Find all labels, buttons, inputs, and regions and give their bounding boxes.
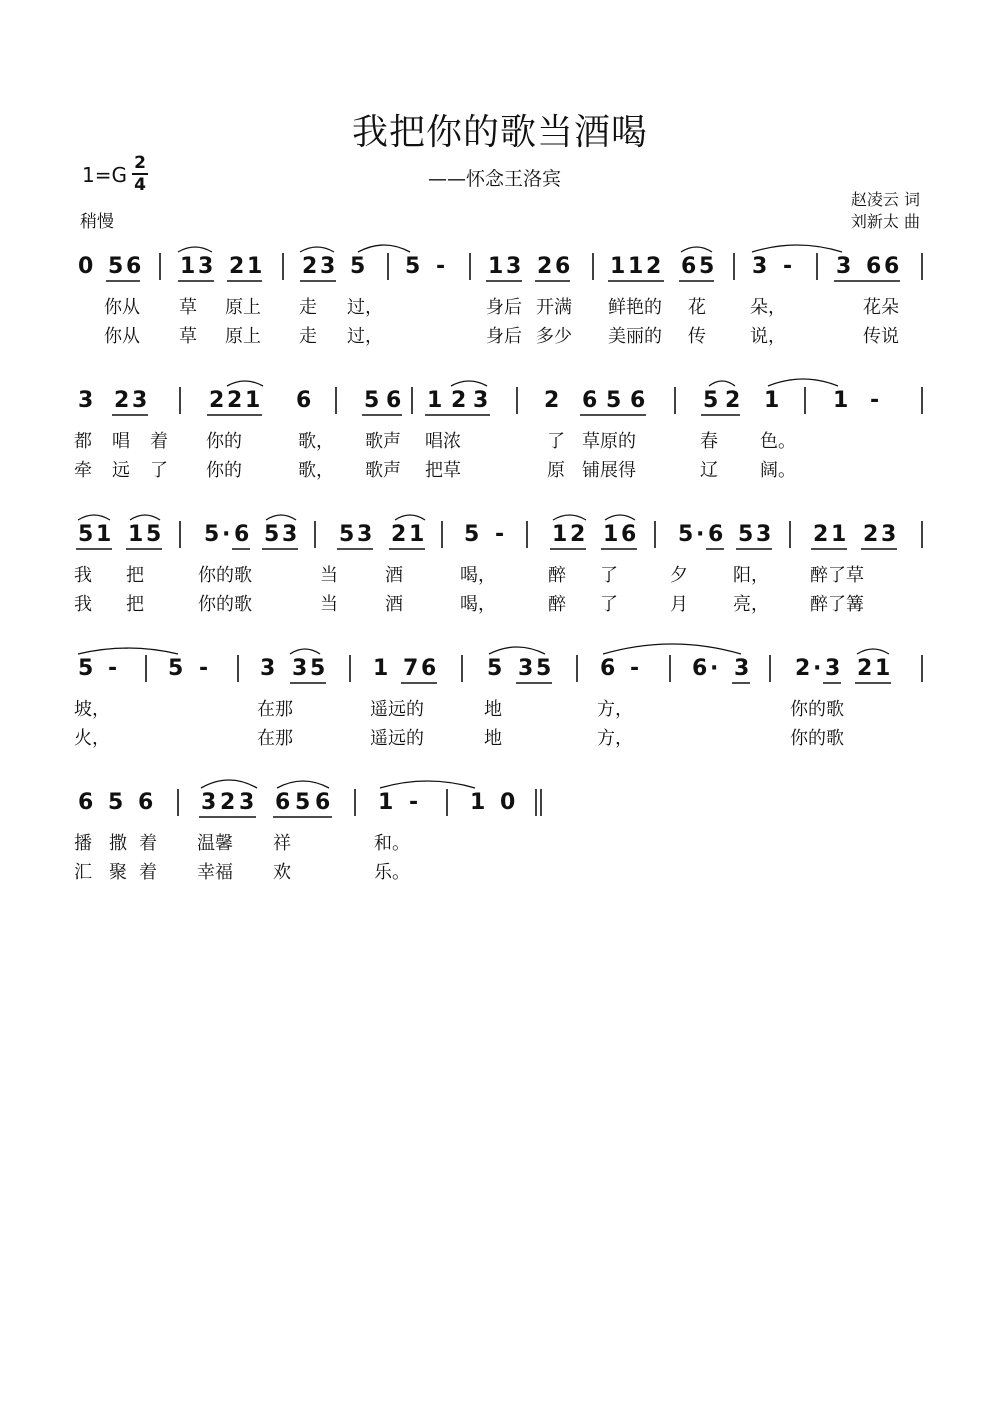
note: 3 <box>506 254 522 279</box>
note: 5 <box>108 790 124 815</box>
note: · <box>222 522 231 547</box>
note: 5 <box>310 656 326 681</box>
lyric: 醉 <box>548 565 566 586</box>
lyric: 你的歌 <box>790 728 844 749</box>
lyric: 原 <box>547 460 565 481</box>
note: 5 <box>405 254 421 279</box>
note: 2 <box>863 522 879 547</box>
lyric: 走 <box>299 297 317 318</box>
lyric: 唱 <box>112 431 130 452</box>
slur <box>78 648 178 654</box>
lyric: 着 <box>139 833 157 854</box>
slur <box>605 515 635 520</box>
note: 6 <box>708 522 724 547</box>
note: - <box>870 388 880 413</box>
note: 5 <box>146 522 162 547</box>
note: 5 <box>364 388 380 413</box>
note: 6 <box>275 790 291 815</box>
note: 6 <box>126 254 142 279</box>
note: 3 <box>518 656 534 681</box>
note: 6 <box>681 254 697 279</box>
slur <box>395 515 425 520</box>
note: - <box>409 790 419 815</box>
lyric: 月 <box>670 594 688 615</box>
note: 2 <box>544 388 560 413</box>
lyric: 说， <box>750 326 786 347</box>
note: 1 <box>245 388 261 413</box>
note: 1 <box>96 522 112 547</box>
lyric: 当 <box>320 565 338 586</box>
note: 5 <box>703 388 719 413</box>
slur <box>277 781 329 788</box>
slur <box>489 647 545 654</box>
note: 2 <box>537 254 553 279</box>
slur <box>709 381 735 386</box>
time-signature-bottom: 4 <box>134 175 146 195</box>
lyric: 原上 <box>225 326 261 347</box>
note: 6 <box>600 656 616 681</box>
lyric: 铺展得 <box>582 460 636 481</box>
slur <box>857 649 889 654</box>
slur <box>768 379 838 386</box>
song-title: 我把你的歌当酒喝 <box>351 112 648 153</box>
lyric: 歌， <box>298 431 334 452</box>
lyric: 色。 <box>760 431 796 452</box>
lyric: 你的歌 <box>198 594 252 615</box>
note: 6 <box>621 522 637 547</box>
note: 3 <box>836 254 852 279</box>
note: 1 <box>427 388 443 413</box>
note: 3 <box>881 522 897 547</box>
lyric: 酒 <box>385 594 403 615</box>
note: - <box>495 522 505 547</box>
note: - <box>630 656 640 681</box>
slur <box>266 515 296 520</box>
note: 5 <box>487 656 503 681</box>
lyric: 都 <box>74 431 92 452</box>
note: 6 <box>582 388 598 413</box>
note: 3 <box>756 522 772 547</box>
note: 6 <box>296 388 312 413</box>
slur <box>752 245 842 252</box>
lyric: 遥远的 <box>370 728 424 749</box>
note: 2 <box>229 254 245 279</box>
lyric: 传 <box>688 326 706 347</box>
note: 2 <box>725 388 741 413</box>
lyric: 了 <box>150 460 168 481</box>
lyric: 了 <box>600 565 618 586</box>
lyric: 温馨 <box>197 833 233 854</box>
composer-credit: 刘新太 曲 <box>850 212 920 231</box>
lyric: 把 <box>126 594 144 615</box>
note: 1 <box>875 656 891 681</box>
lyric: 乐。 <box>374 862 410 883</box>
lyric: 欢 <box>273 862 291 883</box>
lyric: 亮， <box>733 594 769 615</box>
slur <box>358 245 410 252</box>
note: 5 <box>108 254 124 279</box>
note: 1 <box>628 254 644 279</box>
lyric: 聚 <box>109 862 127 883</box>
note: 1 <box>247 254 263 279</box>
note: 6 <box>692 656 708 681</box>
lyric: 把草 <box>425 460 461 481</box>
lyric: 当 <box>320 594 338 615</box>
note: 1 <box>373 656 389 681</box>
lyric: 花朵 <box>863 297 899 318</box>
lyric: 歌声 <box>365 460 401 481</box>
lyric: 喝， <box>460 565 496 586</box>
tempo-marking: 稍慢 <box>80 212 114 232</box>
note: · <box>710 656 719 681</box>
note: 3 <box>320 254 336 279</box>
lyric: 身后 <box>486 326 522 347</box>
lyric: 美丽的 <box>608 326 662 347</box>
note: 6 <box>884 254 900 279</box>
lyric: 朵， <box>750 297 786 318</box>
lyric: 春 <box>700 431 718 452</box>
lyric: 原上 <box>225 297 261 318</box>
note: 1 <box>831 522 847 547</box>
lyric: 了 <box>547 431 565 452</box>
lyric: 过， <box>347 297 383 318</box>
slur <box>603 644 741 654</box>
lyric: 过， <box>347 326 383 347</box>
note: 5 <box>678 522 694 547</box>
key-signature: 1=G <box>82 163 127 187</box>
lyric: 地 <box>484 728 502 749</box>
note: 2 <box>813 522 829 547</box>
lyric: 歌， <box>298 460 334 481</box>
note: 5 <box>738 522 754 547</box>
note: 5 <box>350 254 366 279</box>
note: 1 <box>603 522 619 547</box>
lyric: 祥 <box>273 833 291 854</box>
lyric: 着 <box>139 862 157 883</box>
note: 5 <box>464 522 480 547</box>
lyric: 夕 <box>670 565 688 586</box>
note: 3 <box>734 656 750 681</box>
note: 2 <box>391 522 407 547</box>
lyric: 醉 <box>548 594 566 615</box>
note: 3 <box>239 790 255 815</box>
note: 2 <box>570 522 586 547</box>
note: 3 <box>752 254 768 279</box>
slur <box>227 381 263 386</box>
note: 2 <box>795 656 811 681</box>
note: 2 <box>220 790 236 815</box>
note: - <box>199 656 209 681</box>
note: 3 <box>292 656 308 681</box>
slur <box>380 781 475 788</box>
lyricist-credit: 赵凌云 词 <box>850 190 920 209</box>
time-signature-top: 2 <box>134 153 146 173</box>
lyric: 花 <box>688 297 706 318</box>
note: 5 <box>339 522 355 547</box>
note: 1 <box>764 388 780 413</box>
lyric: 撒 <box>109 833 127 854</box>
note: 5 <box>606 388 622 413</box>
note: - <box>783 254 793 279</box>
note: 1 <box>610 254 626 279</box>
lyric: 你的歌 <box>790 699 844 720</box>
lyric: 我 <box>74 565 92 586</box>
lyric: 在那 <box>257 699 293 720</box>
note: 0 <box>78 254 94 279</box>
lyric: 唱浓 <box>425 431 461 452</box>
slur <box>681 247 712 252</box>
slur <box>130 515 160 520</box>
lyric: 草 <box>179 297 197 318</box>
note: 3 <box>260 656 276 681</box>
lyric: 多少 <box>536 326 572 347</box>
note: 3 <box>132 388 148 413</box>
note: - <box>108 656 118 681</box>
note: 1 <box>470 790 486 815</box>
note: 5 <box>78 656 94 681</box>
lyric: 醉了草 <box>810 565 864 586</box>
lyric: 阳， <box>733 565 769 586</box>
note: 2 <box>646 254 662 279</box>
slur <box>201 780 257 788</box>
note: 2 <box>302 254 318 279</box>
note: 7 <box>403 656 419 681</box>
note: 3 <box>201 790 217 815</box>
lyric: 方， <box>597 728 633 749</box>
lyric: 开满 <box>536 297 572 318</box>
lyric: 喝， <box>460 594 496 615</box>
note: 5 <box>168 656 184 681</box>
slur <box>300 247 334 252</box>
slur <box>290 649 320 654</box>
lyric: 你从 <box>104 297 140 318</box>
slur <box>178 247 212 252</box>
note: 5 <box>699 254 715 279</box>
lyric: 牵 <box>74 460 92 481</box>
lyric: 火， <box>74 728 110 749</box>
lyric: 幸福 <box>197 862 233 883</box>
note: · <box>696 522 705 547</box>
note: 1 <box>552 522 568 547</box>
lyric: 汇 <box>74 862 92 883</box>
note: 5 <box>536 656 552 681</box>
slur <box>553 515 586 520</box>
note: 6 <box>386 388 402 413</box>
note: 5 <box>295 790 311 815</box>
note: 2 <box>114 388 130 413</box>
lyric: 酒 <box>385 565 403 586</box>
lyric: 你的 <box>206 431 242 452</box>
lyric: 在那 <box>257 728 293 749</box>
note: 6 <box>78 790 94 815</box>
lyric: 着 <box>150 431 168 452</box>
note: · <box>813 656 822 681</box>
note: 6 <box>866 254 882 279</box>
note: 6 <box>234 522 250 547</box>
note: 1 <box>488 254 504 279</box>
note: 0 <box>500 790 516 815</box>
note: 3 <box>198 254 214 279</box>
note: 6 <box>630 388 646 413</box>
lyric: 草原的 <box>582 431 636 452</box>
note: 6 <box>421 656 437 681</box>
note: 2 <box>451 388 467 413</box>
lyric: 我 <box>74 594 92 615</box>
lyric: 把 <box>126 565 144 586</box>
lyric: 辽 <box>700 460 718 481</box>
note: 1 <box>409 522 425 547</box>
lyric: 身后 <box>486 297 522 318</box>
lyric: 你的 <box>206 460 242 481</box>
note: 5 <box>264 522 280 547</box>
note: 1 <box>378 790 394 815</box>
note: 2 <box>227 388 243 413</box>
lyric: 地 <box>484 699 502 720</box>
note: 6 <box>555 254 571 279</box>
note: 3 <box>473 388 489 413</box>
lyric: 了 <box>600 594 618 615</box>
note: 5 <box>78 522 94 547</box>
note: 1 <box>833 388 849 413</box>
song-subtitle: ——怀念王洛宾 <box>428 168 562 190</box>
note: 1 <box>180 254 196 279</box>
note: - <box>436 254 446 279</box>
note: 6 <box>315 790 331 815</box>
lyric: 坡， <box>74 699 110 720</box>
note: 1 <box>128 522 144 547</box>
note: 5 <box>204 522 220 547</box>
lyric: 阔。 <box>760 460 796 481</box>
note: 3 <box>357 522 373 547</box>
note: 3 <box>825 656 841 681</box>
lyric: 遥远的 <box>370 699 424 720</box>
note: 2 <box>857 656 873 681</box>
note: 3 <box>78 388 94 413</box>
note: 2 <box>209 388 225 413</box>
lyric: 走 <box>299 326 317 347</box>
note: 6 <box>138 790 154 815</box>
lyric: 远 <box>112 460 130 481</box>
lyric: 你的歌 <box>198 565 252 586</box>
slur <box>451 381 487 386</box>
lyric: 方， <box>597 699 633 720</box>
lyric: 醉了篝 <box>810 594 864 615</box>
slur <box>78 515 110 520</box>
lyric: 歌声 <box>365 431 401 452</box>
note: 3 <box>282 522 298 547</box>
lyric: 草 <box>179 326 197 347</box>
lyric: 和。 <box>374 833 410 854</box>
lyric: 播 <box>74 833 92 854</box>
lyric: 传说 <box>863 326 899 347</box>
lyric: 鲜艳的 <box>608 297 662 318</box>
lyric: 你从 <box>104 326 140 347</box>
